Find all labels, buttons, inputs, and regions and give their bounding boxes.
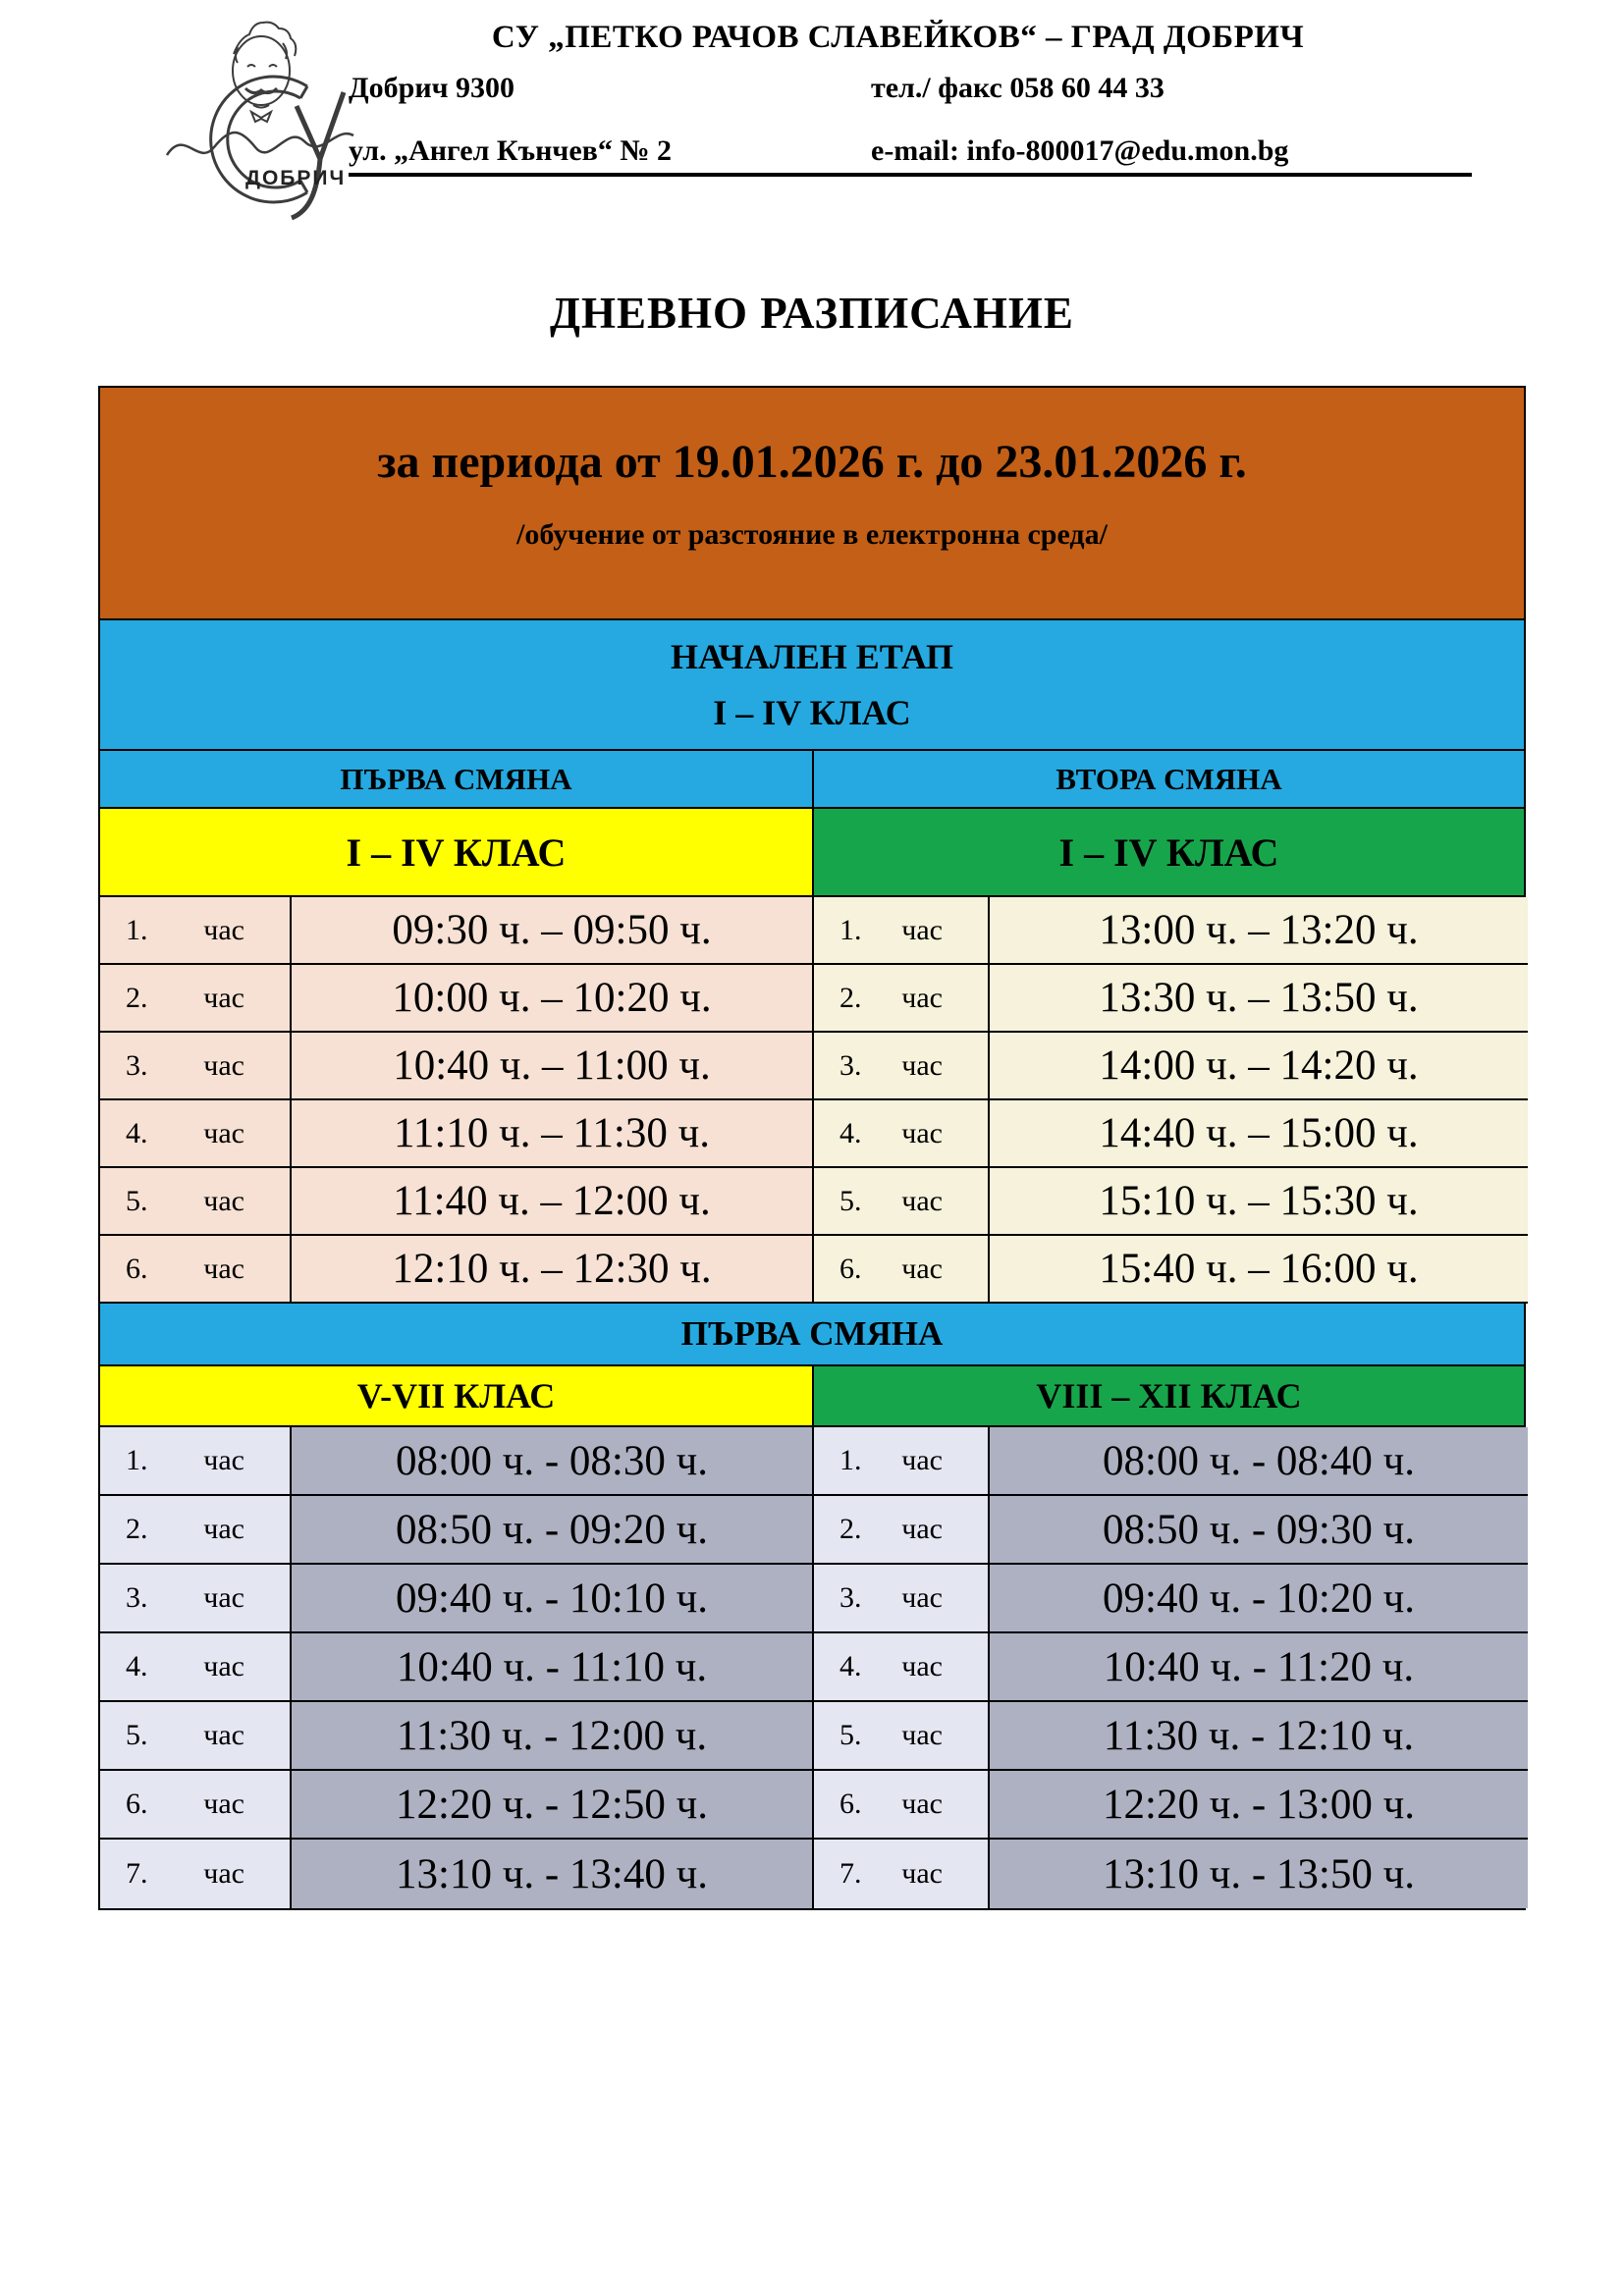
lesson-time: 08:50 ч. - 09:30 ч. [1103,1506,1415,1553]
lesson-time-cell [292,1168,814,1236]
lesson-time: 08:00 ч. - 08:30 ч. [396,1437,708,1484]
lesson-number: 4. [839,1116,862,1149]
lesson-number: 4. [839,1650,862,1682]
lesson-number-cell [814,1168,990,1236]
lesson-time: 13:10 ч. - 13:50 ч. [1103,1850,1415,1897]
lesson-time-cell [292,1496,814,1565]
hour-label: час [203,1184,244,1217]
hour-label: час [203,1444,244,1476]
lesson-time-cell [990,1565,1528,1633]
lesson-time: 11:40 ч. – 12:00 ч. [393,1178,711,1224]
lesson-time: 10:40 ч. - 11:10 ч. [396,1643,708,1690]
lesson-number-cell [814,1496,990,1565]
class-header-right-1: I – IV КЛАС [812,809,1524,895]
lesson-number-cell [814,1702,990,1771]
hour-label: час [901,981,943,1014]
lesson-number-cell [100,1168,292,1236]
letterhead [270,20,1526,182]
school-phone: тел./ факс 058 60 44 33 [871,72,1164,104]
hour-label: час [901,1581,943,1614]
hour-label: час [901,1116,943,1149]
lesson-time: 08:50 ч. - 09:20 ч. [396,1506,708,1553]
lesson-number: 2. [126,1513,148,1545]
lesson-time-cell [990,1633,1528,1702]
hour-label: час [203,1581,244,1614]
lesson-number-cell [814,1771,990,1840]
lesson-number: 1. [126,913,148,946]
lesson-number-cell [100,1427,292,1496]
lesson-number-cell [814,897,990,965]
lesson-number-cell [814,1236,990,1304]
lesson-number-cell [100,1236,292,1304]
lesson-time: 12:10 ч. – 12:30 ч. [392,1246,712,1292]
logo-city-text: ДОБРИЧ [245,167,347,189]
lesson-number: 3. [126,1581,148,1614]
lesson-time-cell [292,1033,814,1100]
lesson-number: 5. [839,1184,862,1217]
lesson-time: 15:10 ч. – 15:30 ч. [1099,1178,1419,1224]
hour-label: час [203,913,244,946]
lesson-time: 12:20 ч. - 12:50 ч. [396,1781,708,1828]
lesson-number: 3. [126,1048,148,1082]
hour-label: час [901,1857,943,1890]
hour-label: час [203,1116,244,1149]
hour-label: час [901,1444,943,1476]
lesson-number: 4. [126,1116,148,1149]
lesson-time-cell [990,965,1528,1033]
lesson-time-cell [292,1565,814,1633]
stage-classes: I – IV КЛАС [713,693,911,733]
lesson-time-cell [292,1100,814,1168]
lesson-number: 6. [126,1252,148,1285]
lesson-number-cell [814,1033,990,1100]
hour-label: час [901,913,943,946]
lesson-number: 1. [126,1444,148,1476]
lesson-number-cell [814,1633,990,1702]
mode-text: /обучение от разстояние в електронна среда/ [516,518,1108,551]
hour-label: час [203,1719,244,1751]
first-shift-header: ПЪРВА СМЯНА [100,751,812,807]
hour-label: час [203,1650,244,1682]
lesson-number: 2. [126,981,148,1014]
school-name: СУ „ПЕТКО РАЧОВ СЛАВЕЙКОВ“ – ГРАД ДОБРИЧ [491,20,1305,55]
school-email: e-mail: info-800017@edu.mon.bg [871,134,1472,177]
lesson-time-cell [990,1702,1528,1771]
lesson-number-cell [814,1100,990,1168]
hour-label: час [901,1719,943,1751]
class-header-right-2: VIII – XII КЛАС [812,1366,1524,1425]
lesson-number-cell [100,965,292,1033]
lesson-number: 6. [839,1252,862,1285]
lesson-time: 10:40 ч. - 11:20 ч. [1103,1643,1415,1690]
lesson-time: 10:00 ч. – 10:20 ч. [392,975,712,1021]
lesson-time-cell [292,1840,814,1908]
lesson-number-cell [100,1840,292,1908]
schedule-table [98,386,1526,1910]
hour-label: час [901,1184,943,1217]
lesson-time-cell [990,1236,1528,1304]
stage-title: НАЧАЛЕН ЕТАП [670,636,954,676]
lesson-number: 2. [839,981,862,1014]
hour-label: час [203,1252,244,1285]
lesson-number-cell [100,1100,292,1168]
hour-label: час [901,1650,943,1682]
lesson-time-cell [292,1633,814,1702]
lesson-time-cell [292,897,814,965]
lesson-time-cell [990,1168,1528,1236]
lesson-number: 5. [126,1719,148,1751]
hour-label: час [203,981,244,1014]
lesson-number-cell [100,1702,292,1771]
period-text: за периода от 19.01.2026 г. до 23.01.2026 г. [377,436,1247,488]
lesson-number-cell [814,1840,990,1908]
lesson-number: 5. [839,1719,862,1751]
lesson-time-cell [990,1771,1528,1840]
lesson-time-cell [990,1427,1528,1496]
schedule-grid-1 [100,897,1524,1304]
hour-label: час [203,1857,244,1890]
lesson-time: 11:30 ч. - 12:00 ч. [396,1712,708,1759]
lesson-time: 14:00 ч. – 14:20 ч. [1099,1042,1419,1089]
lesson-time-cell [292,1771,814,1840]
class-header-left-2: V-VII КЛАС [100,1366,812,1425]
lesson-number-cell [814,1427,990,1496]
lesson-time: 12:20 ч. - 13:00 ч. [1103,1781,1415,1828]
lesson-time: 09:40 ч. - 10:10 ч. [396,1575,708,1622]
lesson-time: 10:40 ч. – 11:00 ч. [393,1042,711,1089]
class-header-row-2 [100,1366,1524,1427]
lesson-time-cell [292,965,814,1033]
lesson-time: 13:30 ч. – 13:50 ч. [1099,975,1419,1021]
hour-label: час [901,1048,943,1082]
stage-band [100,620,1524,751]
lesson-time: 08:00 ч. - 08:40 ч. [1103,1437,1415,1484]
lesson-time-cell [990,1100,1528,1168]
lesson-number: 1. [839,1444,862,1476]
lesson-time-cell [990,1840,1528,1908]
hour-label: час [901,1252,943,1285]
lesson-number: 3. [839,1581,862,1614]
second-shift-header: ВТОРА СМЯНА [812,751,1524,807]
lesson-number-cell [814,1565,990,1633]
lesson-time-cell [292,1236,814,1304]
lesson-number: 7. [126,1857,148,1890]
hour-label: час [203,1513,244,1545]
lesson-number: 7. [839,1857,862,1890]
lesson-number-cell [100,1565,292,1633]
page-title: ДНЕВНО РАЗПИСАНИЕ [550,289,1074,338]
schedule-grid-2 [100,1427,1524,1908]
lesson-time-cell [292,1427,814,1496]
hour-label: час [203,1788,244,1820]
lesson-number-cell [100,1633,292,1702]
lesson-number: 4. [126,1650,148,1682]
school-city: Добрич 9300 [349,72,515,104]
lesson-number: 6. [839,1788,862,1820]
lesson-time-cell [990,897,1528,965]
lesson-time: 13:00 ч. – 13:20 ч. [1099,907,1419,953]
lesson-number-cell [100,1496,292,1565]
lesson-number-cell [100,897,292,965]
first-shift-band-2-label: ПЪРВА СМЯНА [680,1314,944,1353]
lesson-number: 5. [126,1184,148,1217]
lesson-time: 15:40 ч. – 16:00 ч. [1099,1246,1419,1292]
lesson-time: 13:10 ч. - 13:40 ч. [396,1850,708,1897]
lesson-number: 1. [839,913,862,946]
hour-label: час [203,1048,244,1082]
lesson-time: 11:10 ч. – 11:30 ч. [394,1110,710,1156]
class-header-left-1: I – IV КЛАС [100,809,812,895]
lesson-time-cell [990,1496,1528,1565]
lesson-number: 3. [839,1048,862,1082]
lesson-number-cell [100,1033,292,1100]
lesson-time: 11:30 ч. - 12:10 ч. [1103,1712,1415,1759]
lesson-time-cell [292,1702,814,1771]
lesson-number: 6. [126,1788,148,1820]
school-address: ул. „Ангел Кънчев“ № 2 [349,134,908,177]
hour-label: час [901,1788,943,1820]
lesson-number-cell [814,965,990,1033]
class-header-row-1 [100,809,1524,897]
lesson-time: 09:40 ч. - 10:20 ч. [1103,1575,1415,1622]
letterhead-row-1 [270,72,1526,119]
hour-label: час [901,1513,943,1545]
lesson-time-cell [990,1033,1528,1100]
lesson-number: 2. [839,1513,862,1545]
first-shift-band-2 [100,1304,1524,1366]
lesson-number-cell [100,1771,292,1840]
lesson-time: 09:30 ч. – 09:50 ч. [392,907,712,953]
letterhead-row-2 [270,134,1526,182]
lesson-time: 14:40 ч. – 15:00 ч. [1099,1110,1419,1156]
shift-split-row [100,751,1524,809]
period-banner [100,388,1524,620]
